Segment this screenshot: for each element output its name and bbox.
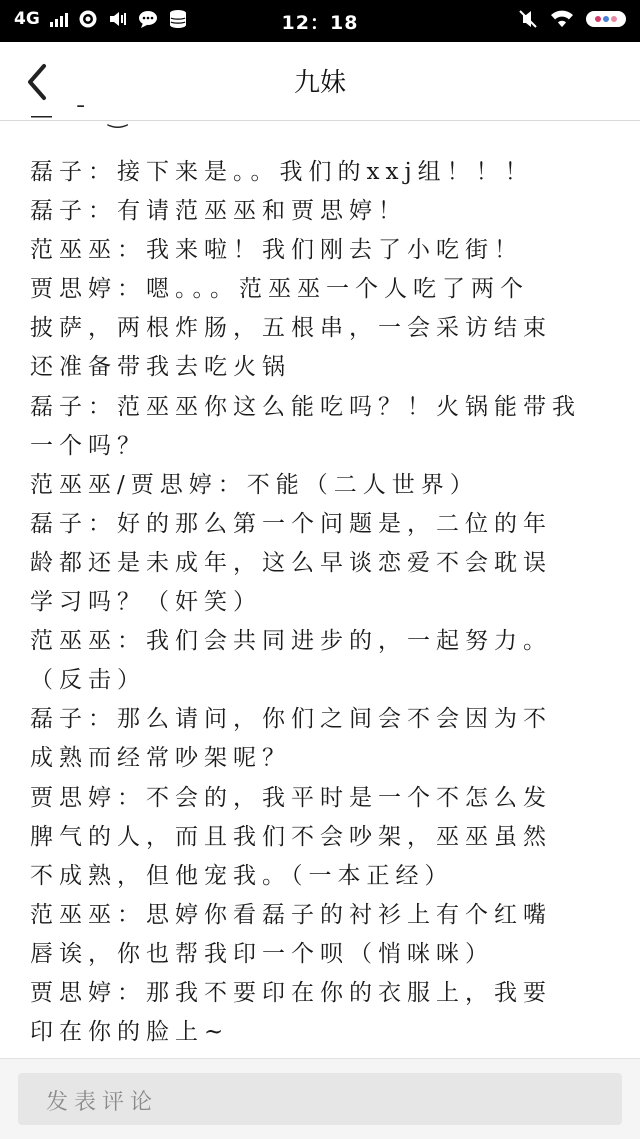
comment-input[interactable] bbox=[18, 1073, 622, 1125]
wifi-icon bbox=[550, 9, 574, 29]
article-line: 学习吗？（奸笑） bbox=[30, 589, 262, 616]
article-line: 范巫巫：我来啦！我们刚去了小吃街！ bbox=[30, 237, 523, 264]
cropped-previous-line: — ˉ ‿ bbox=[30, 103, 127, 129]
mute-icon bbox=[518, 9, 538, 29]
article-lines bbox=[30, 153, 620, 1052]
status-bar bbox=[0, 0, 640, 42]
status-left bbox=[14, 9, 188, 29]
article-line: 还准备带我去吃火锅 bbox=[30, 354, 291, 381]
article-line: 成熟而经常吵架呢？ bbox=[30, 745, 291, 772]
article-line: 一个吗？ bbox=[30, 432, 146, 459]
article-line: 磊子：有请范巫巫和贾思婷！ bbox=[30, 198, 407, 225]
article-line: 不成熟，但他宠我。（一本正经） bbox=[30, 862, 454, 889]
article-line: 唇诶，你也帮我印一个呗（悄咪咪） bbox=[30, 940, 494, 967]
signal-icon bbox=[50, 11, 68, 27]
article-line: 磊子：那么请问，你们之间会不会因为不 bbox=[30, 706, 552, 733]
back-button[interactable] bbox=[20, 60, 60, 104]
chevron-left-icon bbox=[20, 60, 60, 104]
volume-icon bbox=[108, 9, 128, 29]
article-line: 磊子：范巫巫你这么能吃吗？！火锅能带我 bbox=[30, 393, 581, 420]
status-right bbox=[518, 9, 626, 29]
browser-icon bbox=[78, 9, 98, 29]
article-line: 范巫巫：我们会共同进步的，一起努力。 bbox=[30, 628, 552, 655]
chat-icon bbox=[138, 9, 158, 29]
article-line: 龄都还是未成年，这么早谈恋爱不会耽误 bbox=[30, 549, 552, 576]
article-line: 磊子：好的那么第一个问题是，二位的年 bbox=[30, 510, 552, 537]
network-type: 4G bbox=[14, 9, 40, 29]
page-title: 九妹 bbox=[293, 68, 346, 98]
article-line: 贾思婷：那我不要印在你的衣服上，我要 bbox=[30, 979, 552, 1006]
article-line: （反击） bbox=[30, 667, 146, 694]
article-body[interactable] bbox=[0, 103, 640, 1058]
article-line: 披萨，两根炸肠，五根串，一会采访结束 bbox=[30, 315, 552, 342]
article-line: 磊子：接下来是。。我们的xxj组！！！ bbox=[30, 159, 534, 185]
article-line: 范巫巫：思婷你看磊子的衬衫上有个红嘴 bbox=[30, 901, 552, 928]
clock: 12：18 bbox=[281, 12, 359, 34]
comment-placeholder: 发表评论 bbox=[46, 1090, 159, 1115]
storage-icon bbox=[168, 9, 188, 29]
article-line: 贾思婷：嗯。。。范巫巫一个人吃了两个 bbox=[30, 276, 529, 303]
article-line: 脾气的人，而且我们不会吵架，巫巫虽然 bbox=[30, 823, 552, 850]
article-line: 范巫巫/贾思婷：不能（二人世界） bbox=[30, 471, 479, 498]
article-line: 印在你的脸上~ bbox=[30, 1019, 230, 1046]
comment-bar bbox=[0, 1058, 640, 1139]
article-line: 贾思婷：不会的，我平时是一个不怎么发 bbox=[30, 784, 552, 811]
battery-icon bbox=[586, 11, 626, 27]
